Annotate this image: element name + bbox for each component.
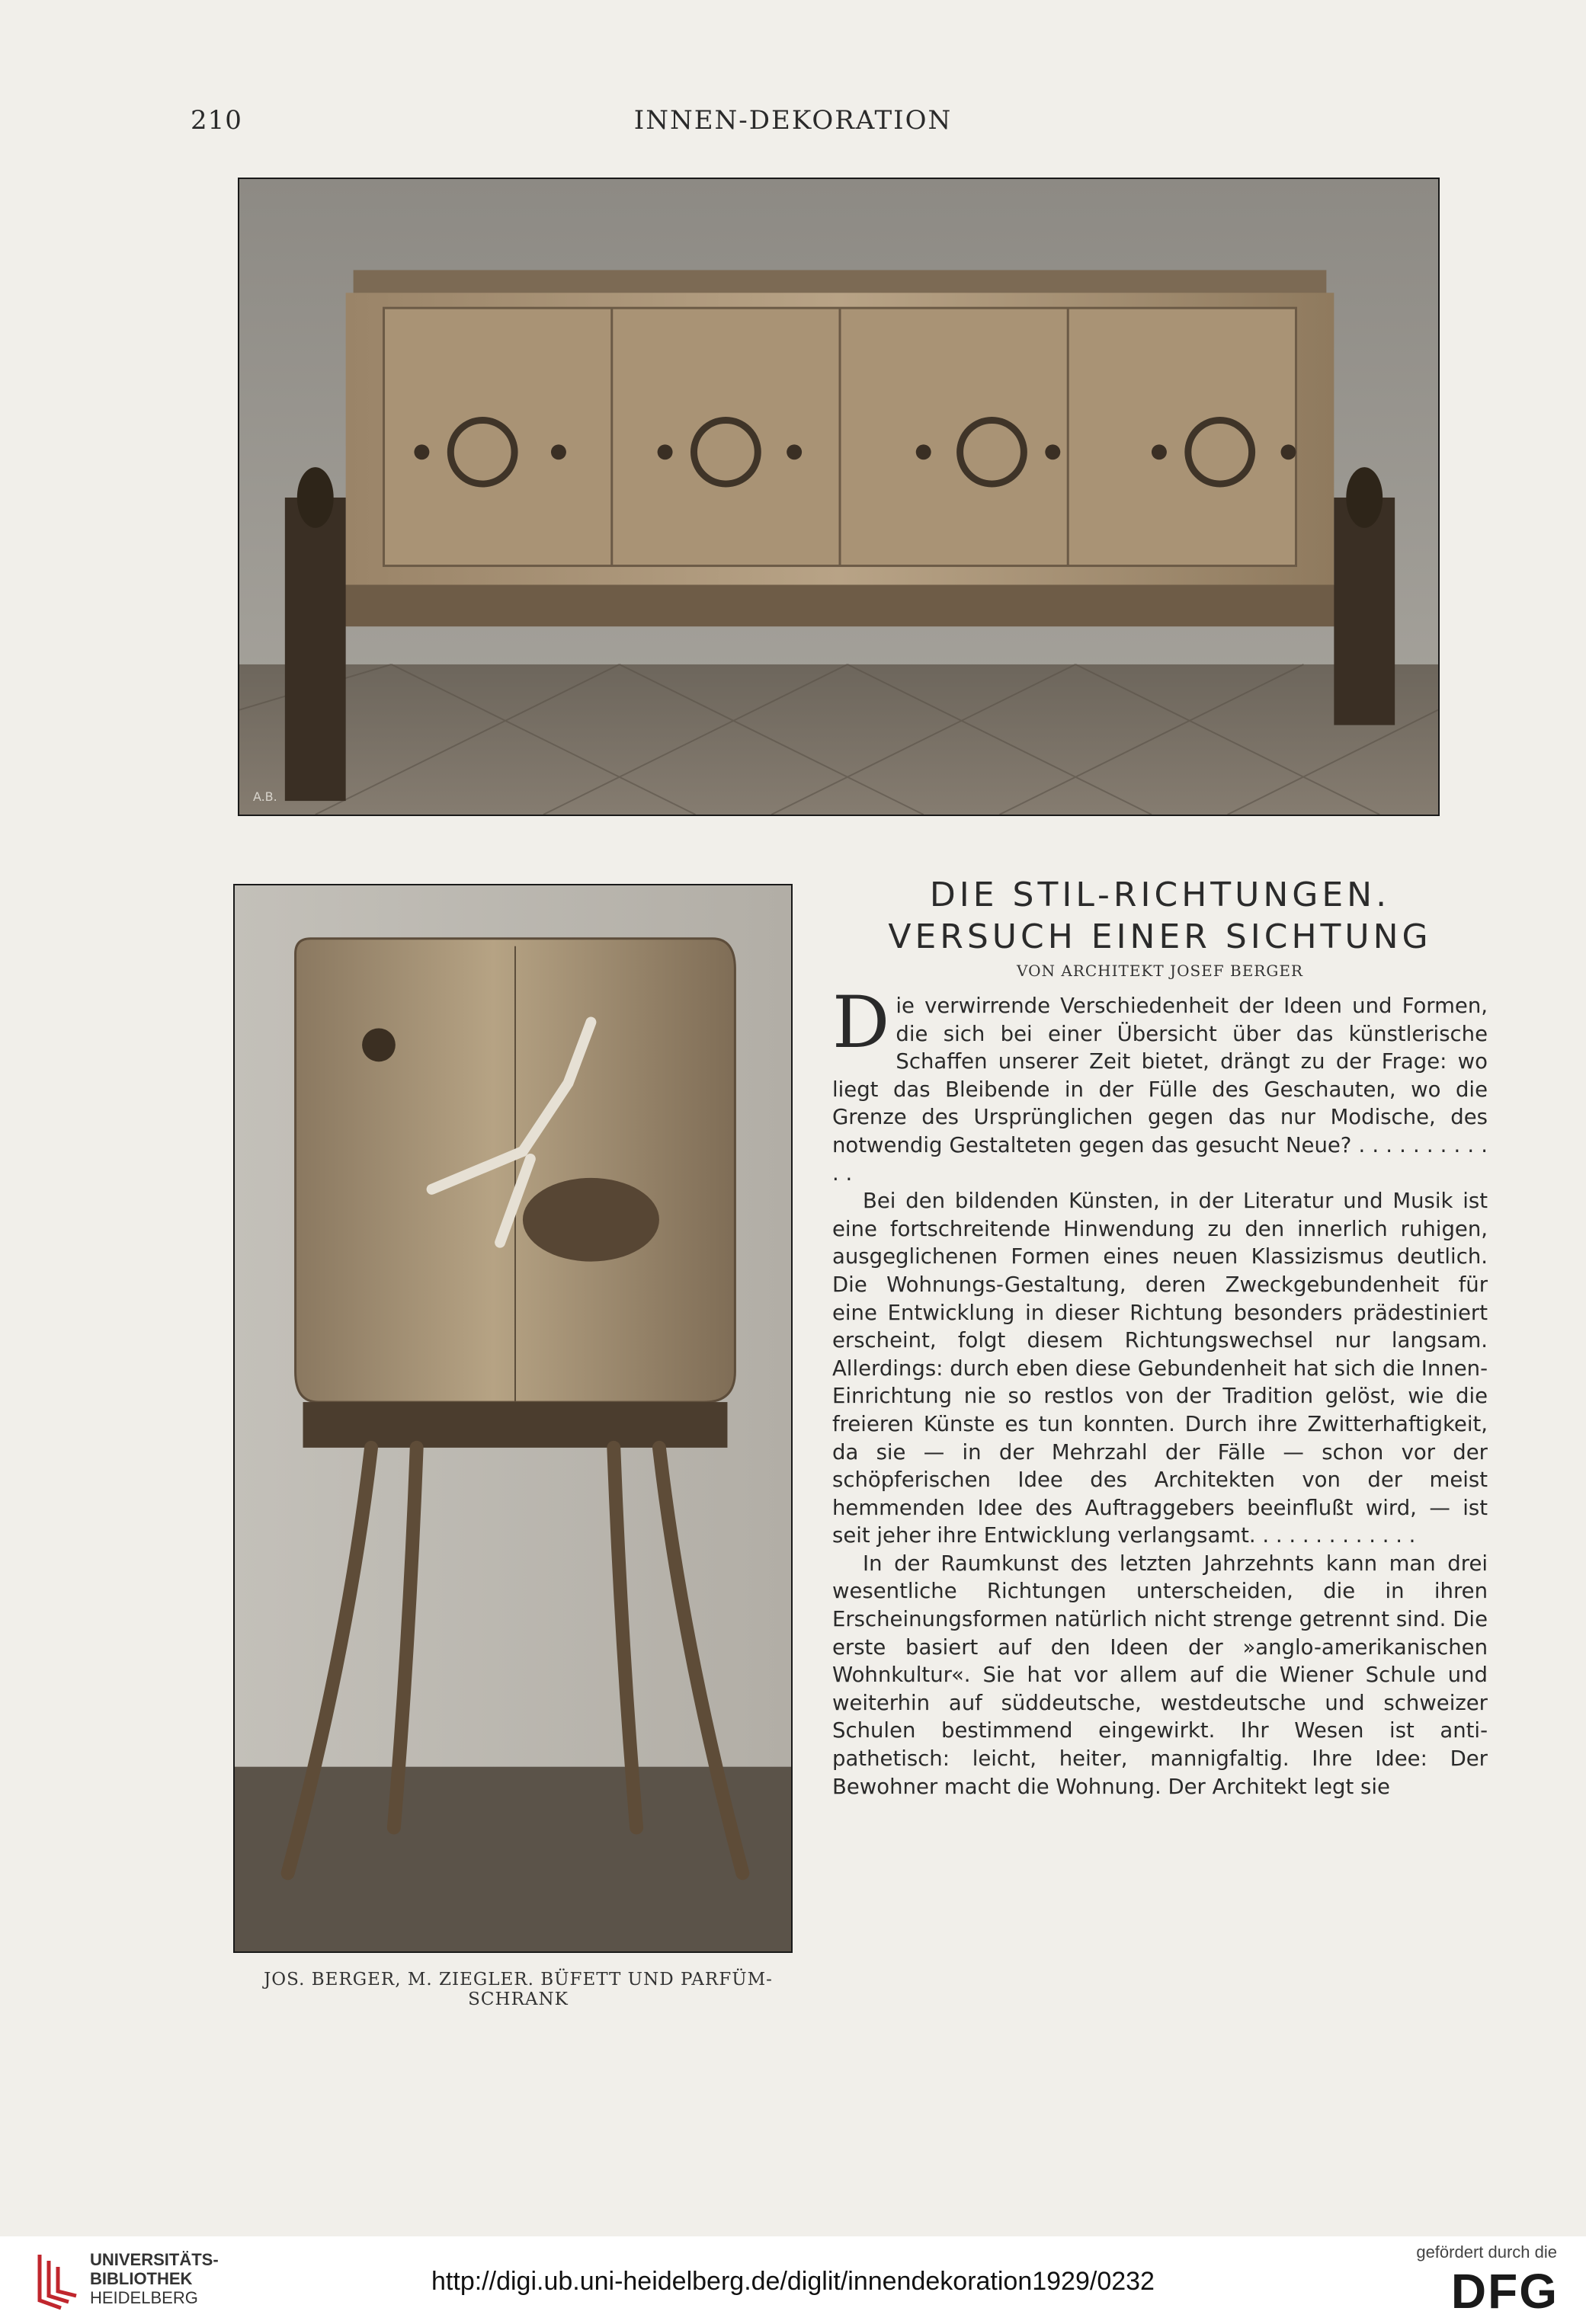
library-line-1: UNIVERSITÄTS- <box>90 2250 219 2269</box>
sideboard-illustration <box>239 179 1438 815</box>
page-number: 210 <box>191 105 242 136</box>
library-line-2: BIBLIOTHEK <box>90 2269 193 2288</box>
drop-cap: D <box>832 981 890 1064</box>
article-title: DIE STIL-RICHTUNGEN. <box>929 876 1391 914</box>
sideboard-monogram: A.B. <box>252 789 277 805</box>
footer-bar <box>0 2236 1586 2324</box>
sideboard-photo <box>238 178 1440 816</box>
figure-caption: JOS. BERGER, M. ZIEGLER. BÜFETT UND PARFÜM-SCHRANK <box>264 1970 773 2009</box>
article-subtitle: VERSUCH EINER SICHTUNG <box>888 917 1432 956</box>
library-line-3: HEIDELBERG <box>90 2288 198 2307</box>
paragraph-2: Bei den bildenden Künsten, in der Literatur und Musik ist eine fortschreitende Hinwendung zu den innerlich ruhigen, ausgeglichenen Formen eines neuen Klassizismus deutlich. Die Wohnungs-Gestaltung, deren Zweckgebundenheit für eine Entwicklung in dieser Richtung besonders prädestiniert erscheint, folgt diesem Richtungswechsel nur langsam. Allerdings: durch eben diese Gebundenheit hat sich die Innen-Einrichtung nie so restlos von der Tradition gelöst, wie die freieren Künste es tun konnten. Durch ihre Zwitterhaftigkeit, da sie — in der Mehrzahl der Fälle — schon vor der schöpferischen Idee des Architekten von der meist hemmenden Idee des Auftraggebers beeinflußt wird, — ist seit jeher ihre Entwicklung verlangsamt. . . . . . . . . . . . . <box>832 1189 1488 1548</box>
article <box>832 875 1488 1801</box>
paragraph-1 <box>832 981 1488 1187</box>
article-byline: VON ARCHITEKT JOSEF BERGER <box>1016 962 1303 980</box>
funding-label: gefördert durch die <box>1416 2242 1557 2262</box>
cabinet-illustration <box>235 885 791 1951</box>
permalink-url[interactable]: http://digi.ub.uni-heidelberg.de/diglit/innendekoration1929/0232 <box>431 2267 1155 2296</box>
dfg-logo[interactable]: DFG <box>1450 2264 1559 2319</box>
article-body <box>832 981 1488 1801</box>
paragraph-3: In der Raumkunst des letzten Jahrzehnts kann man drei wesentliche Richtungen unterscheiden, die in ihren Erscheinungsformen natürlich nicht strenge getrennt sind. Die erste basiert auf den Ideen der »anglo-amerikanischen Wohnkultur«. Sie hat vor allem auf die Wiener Schule und weiterhin auf süddeutsche, westdeutsche und schweizer Schulen bestimmend eingewirkt. Ihr Wesen ist anti-pathetisch: leicht, heiter, mannigfaltig. Ihre Idee: Der Bewohner macht die Wohnung. Der Architekt legt sie <box>832 1551 1488 1799</box>
paragraph-1-text: ie verwirrende Verschiedenheit der Ideen und Formen, die sich bei einer Übersicht über das künstlerische Schaffen unserer Zeit bietet, drängt zu der Frage: wo liegt das Bleibende in der Fülle des Geschauten, wo die Grenze des Ursprünglichen gegen das nur Modische, des notwendig Gestalteten gegen das gesucht Neue? . . . . . . . . . . . . <box>832 994 1488 1186</box>
page-header <box>0 105 1586 143</box>
running-title: INNEN-DEKORATION <box>633 105 953 136</box>
cabinet-photo <box>233 884 793 1953</box>
